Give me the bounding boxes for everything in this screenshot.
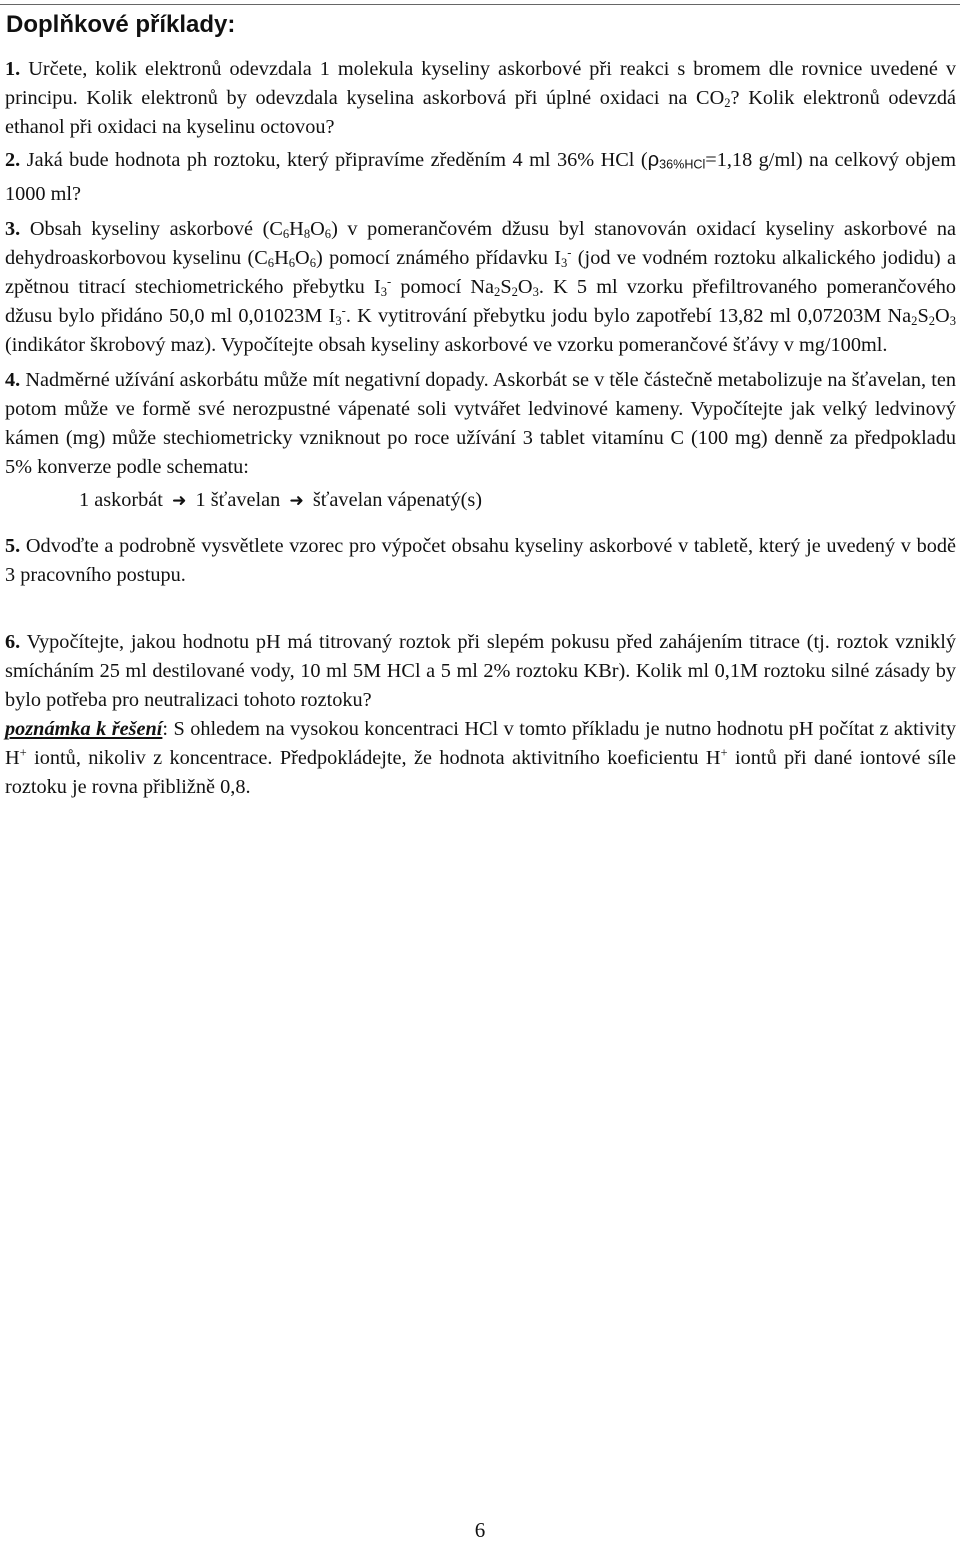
subscript: 3 (532, 284, 539, 299)
exercise-list (5, 55, 956, 802)
exercise-number: 3. (5, 217, 21, 240)
exercise-text: (jod ve vodném roztoku alkalického jodidu) a zpětnou titrací stechiometrického přebytku I (5, 246, 956, 298)
exercise-text: H (274, 246, 289, 269)
solution-note (5, 715, 956, 802)
subscript: 6 (282, 226, 290, 241)
exercise-5 (5, 532, 956, 590)
subscript: 6 (267, 255, 275, 270)
subscript: 2 (511, 284, 518, 299)
superscript: - (341, 302, 346, 317)
exercise-text: Jaká bude hodnota ph roztoku, který připravíme zředěním 4 ml 36% HCl ( (26, 149, 648, 171)
page-title: Doplňkové příklady: (6, 11, 236, 38)
note-text: iontů při dané iontové síle roztoku je rovna přibližně 0,8. (5, 746, 957, 798)
exercise-text: O (310, 217, 325, 240)
subscript: 8 (303, 226, 311, 241)
superscript: - (567, 244, 572, 259)
superscript: + (19, 744, 27, 759)
exercise-text: Nadměrné užívání askorbátu může mít negativní dopady. Askorbát se v těle částečně metabolizuje na šťavelan, ten potom může ve formě své nerozpustné vápenaté soli vytvářet ledvinové kameny. Vypočítejte jak velký ledvinový kámen (mg) může stechiometricky vzniknout po roce užívání 3 tablet vitamínu C (100 mg) denně za předpokladu 5% konverze podle schematu: (5, 368, 956, 478)
scheme-step: 1 šťavelan (195, 488, 281, 511)
exercise-text: O (517, 275, 533, 298)
exercise-text: . K vytitrování přebytku jodu bylo zapotřebí 13,82 ml 0,07203M Na (345, 304, 912, 327)
exercise-4 (5, 366, 956, 482)
arrow-right-icon: ➜ (172, 490, 187, 511)
superscript: + (720, 744, 728, 759)
subscript: 2 (724, 96, 731, 111)
subscript: 36%HCl (659, 157, 706, 172)
exercise-text: Vypočítejte, jakou hodnotu pH má titrovaný roztok při slepém pokusu před zahájením titrace (tj. roztok vzniklý smícháním 25 ml destilované vody, 10 ml 5M HCl a 5 ml 2% roztoku KBr). Kolik ml 0,1M roztoku silné zásady by bylo potřeba pro neutralizaci tohoto roztoku? (5, 630, 956, 711)
exercise-number: 1. (5, 58, 21, 80)
exercise-text: Obsah kyseliny askorbové (C (29, 217, 283, 240)
exercise-text: ) v pomerančovém džusu byl stanovován oxidací kyseliny askorbové na dehydroaskorbovou kyselinu (C (5, 217, 956, 269)
exercise-text: S (917, 304, 929, 327)
reaction-scheme (5, 486, 956, 516)
superscript: - (387, 273, 392, 288)
exercise-text: (indikátor škrobový maz). Vypočítejte obsah kyseliny askorbové ve vzorku pomerančové šťávy v mg/100ml. (5, 333, 888, 356)
exercise-number: 6. (5, 630, 21, 653)
subscript: 2 (494, 284, 501, 299)
exercise-text: Určete, kolik elektronů odevzdala 1 molekula kyseliny askorbové při reakci s bromem dle rovnice uvedené v principu. Kolik elektronů by odevzdala kyselina askorbová při úplné oxidaci na CO (5, 58, 956, 109)
subscript: 3 (335, 313, 342, 328)
exercise-text: ? Kolik elektronů odevzdá ethanol při oxidaci na kyselinu octovou? (5, 87, 956, 138)
exercise-2 (5, 146, 956, 209)
subscript: 6 (309, 255, 316, 270)
exercise-number: 4. (5, 368, 21, 391)
exercise-text: Odvoďte a podrobně vysvětlete vzorec pro výpočet obsahu kyseliny askorbové v tabletě, který je uvedený v bodě 3 pracovního postupu. (5, 534, 957, 586)
exercise-text: . K 5 ml vzorku přefiltrovaného pomerančového džusu bylo přidáno 50,0 ml 0,01023M I (5, 275, 956, 327)
exercise-text: H (289, 217, 304, 240)
exercise-1 (5, 55, 956, 142)
subscript: 3 (949, 313, 956, 328)
scheme-step: 1 askorbát (79, 488, 163, 511)
note-text: : S ohledem na vysokou koncentraci HCl v tomto příkladu je nutno hodnotu pH počítat z aktivity H (5, 717, 956, 769)
exercise-6 (5, 628, 956, 715)
page-number: 6 (474, 1518, 486, 1542)
subscript: 6 (324, 226, 332, 241)
exercise-text: ) pomocí známého přídavku I (315, 246, 561, 269)
exercise-number: 5. (5, 534, 21, 557)
subscript: 6 (288, 255, 296, 270)
subscript: 3 (560, 255, 568, 270)
exercise-text: O (295, 246, 310, 269)
scheme-step: šťavelan vápenatý(s) (312, 488, 483, 511)
subscript: 2 (911, 313, 918, 328)
exercise-3 (5, 215, 956, 360)
note-text: iontů, nikoliv z koncentrace. Předpokládejte, že hodnota aktivitního koeficientu H (26, 746, 721, 769)
exercise-text: O (935, 304, 950, 327)
arrow-right-icon: ➜ (289, 490, 304, 511)
note-label: poznámka k řešení (5, 717, 163, 740)
subscript: 2 (928, 313, 936, 328)
top-rule (0, 4, 960, 5)
rho-symbol: ρ (647, 149, 660, 171)
exercise-text: pomocí Na (391, 275, 495, 298)
exercise-text: S (500, 275, 512, 298)
exercise-text: =1,18 g/ml) na celkový objem 1000 ml? (5, 149, 956, 205)
subscript: 3 (380, 284, 387, 299)
exercise-number: 2. (5, 149, 21, 171)
